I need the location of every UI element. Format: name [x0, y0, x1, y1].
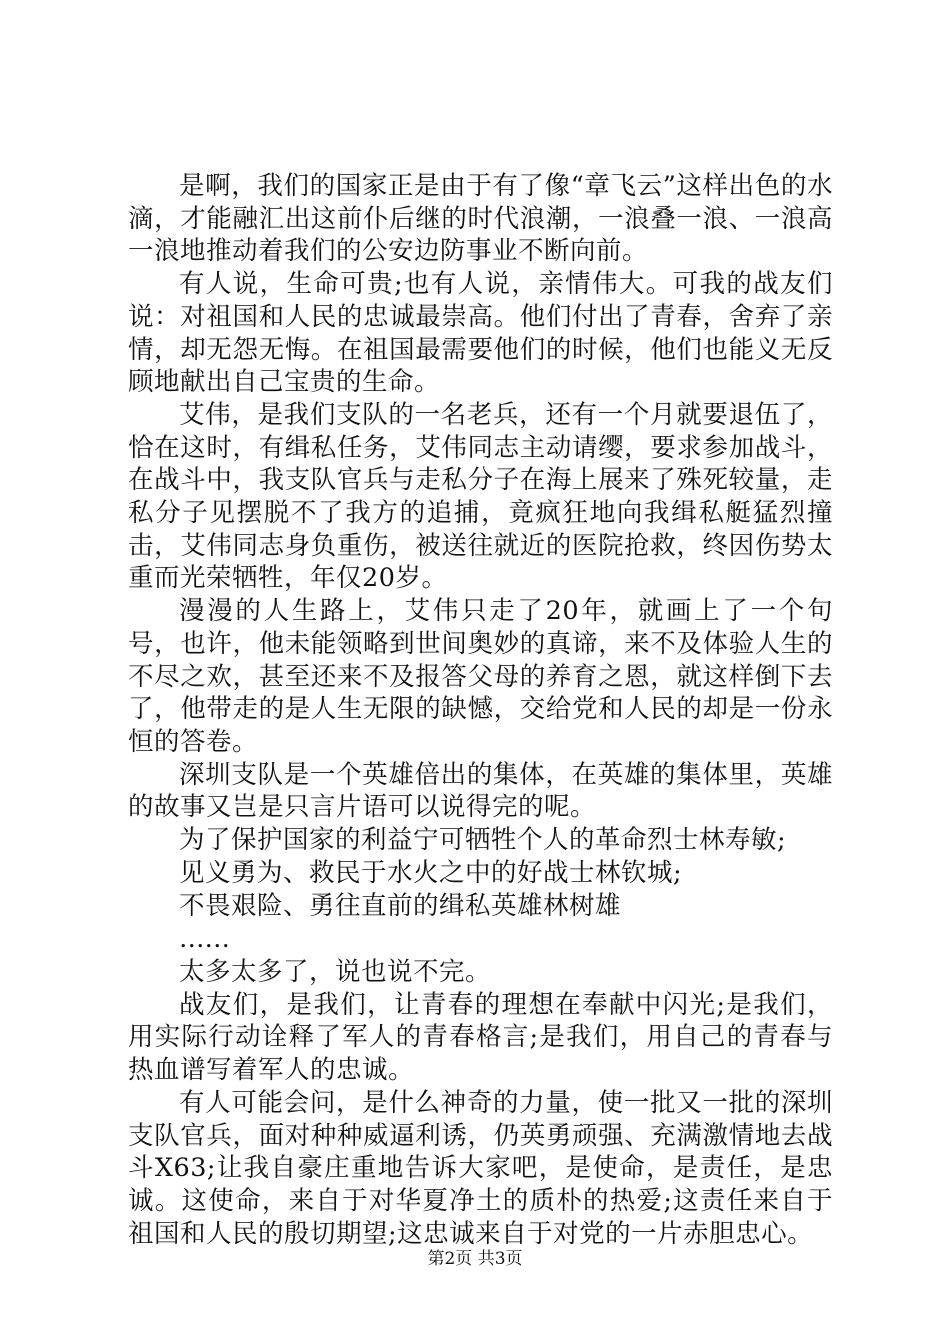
- hero-line-3: 不畏艰险、勇往直前的缉私英雄林树雄: [179, 891, 622, 922]
- paragraph-7: 战友们，是我们，让青春的理想在奉献中闪光;是我们，用实际行动诠释了军人的青春格言;是我们，用自己的青春与热血谱写着军人的忠诚。: [128, 989, 833, 1086]
- paragraph-1: 是啊，我们的国家正是由于有了像“章飞云”这样出色的水滴，才能融汇出这前仆后继的时代浪潮，一浪叠一浪、一浪高一浪地推动着我们的公安边防事业不断向前。: [128, 171, 833, 267]
- document-body: [128, 170, 833, 1250]
- ellipsis-line: ……: [179, 924, 230, 955]
- paragraph-5: 深圳支队是一个英雄倍出的集体，在英雄的集体里，英雄的故事又岂是只言片语可以说得完的呢。: [128, 759, 833, 823]
- paragraph-6: 太多太多了，说也说不完。: [179, 957, 492, 988]
- hero-line-2: 见义勇为、救民于水火之中的好战士林钦城;: [179, 858, 683, 889]
- paragraph-3: 艾伟，是我们支队的一名老兵，还有一个月就要退伍了，恰在这时，有缉私任务，艾伟同志主动请缨，要求参加战斗，在战斗中，我支队官兵与走私分子在海上展来了殊死较量，走私分子见摆脱不了我方的追捕，竟疯狂地向我缉私艇猛烈撞击，艾伟同志身负重伤，被送往就近的医院抢救，终因伤势太重而光荣牺牲，年仅20岁。: [128, 399, 833, 594]
- page-footer: 第2页 共3页: [427, 1249, 523, 1269]
- paragraph-2: 有人说，生命可贵;也有人说，亲情伟大。可我的战友们说：对祖国和人民的忠诚最崇高。他们付出了青春，舍弃了亲情，却无怨无悔。在祖国最需要他们的时候，他们也能义无反顾地献出自己宝贵的生命。: [128, 269, 833, 398]
- hero-line-1: 为了保护国家的利益宁可牺牲个人的革命烈士林寿敏;: [179, 825, 787, 856]
- paragraph-8: 有人可能会问，是什么神奇的力量，使一批又一批的深圳支队官兵，面对种种威逼利诱，仍英勇顽强、充满激情地去战斗X63;让我自豪庄重地告诉大家吧，是使命，是责任，是忠诚。这使命，来自于对华夏净土的质朴的热爱;这责任来自于祖国和人民的殷切期望;这忠诚来自于对党的一片赤胆忠心。: [128, 1087, 833, 1249]
- paragraph-4: 漫漫的人生路上，艾伟只走了20年，就画上了一个句号，也许，他未能领略到世间奥妙的真谛，来不及体验人生的不尽之欢，甚至还来不及报答父母的养育之恩，就这样倒下去了，他带走的是人生无限的缺憾，交给党和人民的却是一份永恒的答卷。: [128, 596, 833, 757]
